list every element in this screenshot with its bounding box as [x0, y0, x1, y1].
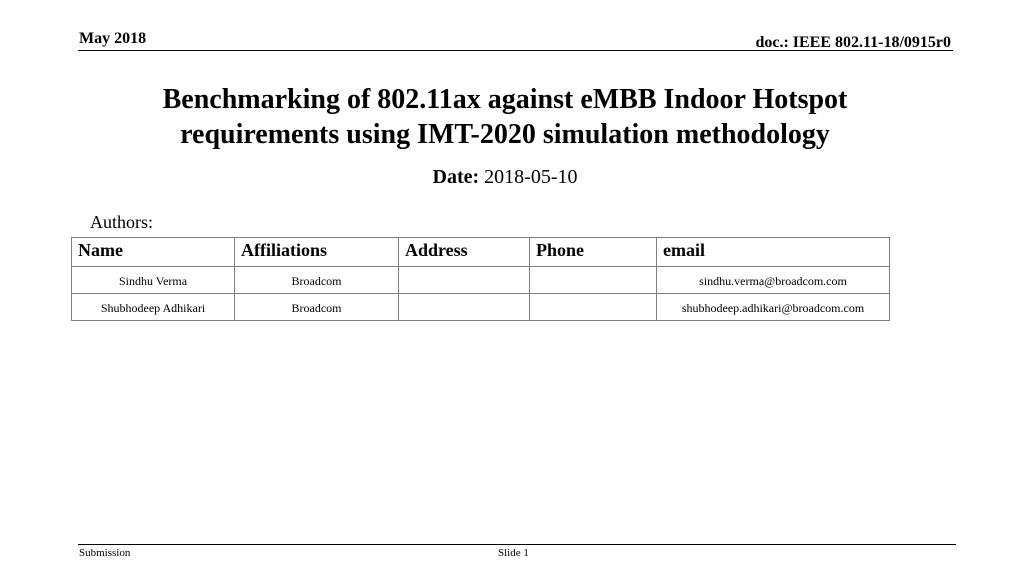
table-header-row — [72, 238, 890, 267]
column-header-email: email — [657, 238, 890, 267]
header-doc-id: doc.: IEEE 802.11-18/0915r0 — [755, 34, 951, 51]
cell-email: sindhu.verma@broadcom.com — [657, 267, 890, 294]
cell-address — [399, 267, 530, 294]
date-value: 2018-05-10 — [484, 166, 578, 188]
cell-affiliation: Broadcom — [235, 294, 399, 321]
table-row — [72, 294, 890, 321]
cell-address — [399, 294, 530, 321]
column-header-name: Name — [72, 238, 235, 267]
cell-name: Sindhu Verma — [72, 267, 235, 294]
table-row — [72, 267, 890, 294]
header-rule — [78, 50, 953, 51]
footer-rule — [78, 544, 956, 545]
date-label: Date: — [432, 166, 480, 188]
cell-phone — [530, 294, 657, 321]
column-header-phone: Phone — [530, 238, 657, 267]
footer-submission: Submission — [79, 547, 131, 559]
authors-heading: Authors: — [90, 212, 153, 232]
cell-name: Shubhodeep Adhikari — [72, 294, 235, 321]
cell-phone — [530, 267, 657, 294]
date-line — [60, 166, 950, 189]
slide-title — [60, 82, 950, 152]
authors-table — [71, 237, 890, 321]
cell-email: shubhodeep.adhikari@broadcom.com — [657, 294, 890, 321]
column-header-affiliations: Affiliations — [235, 238, 399, 267]
header-date: May 2018 — [79, 30, 147, 47]
column-header-address: Address — [399, 238, 530, 267]
footer-slide-number: Slide 1 — [498, 547, 529, 559]
cell-affiliation: Broadcom — [235, 267, 399, 294]
slide-title-line-1: Benchmarking of 802.11ax against eMBB Indoor Hotspot — [162, 84, 848, 115]
slide-title-line-2: requirements using IMT-2020 simulation methodology — [180, 119, 830, 150]
